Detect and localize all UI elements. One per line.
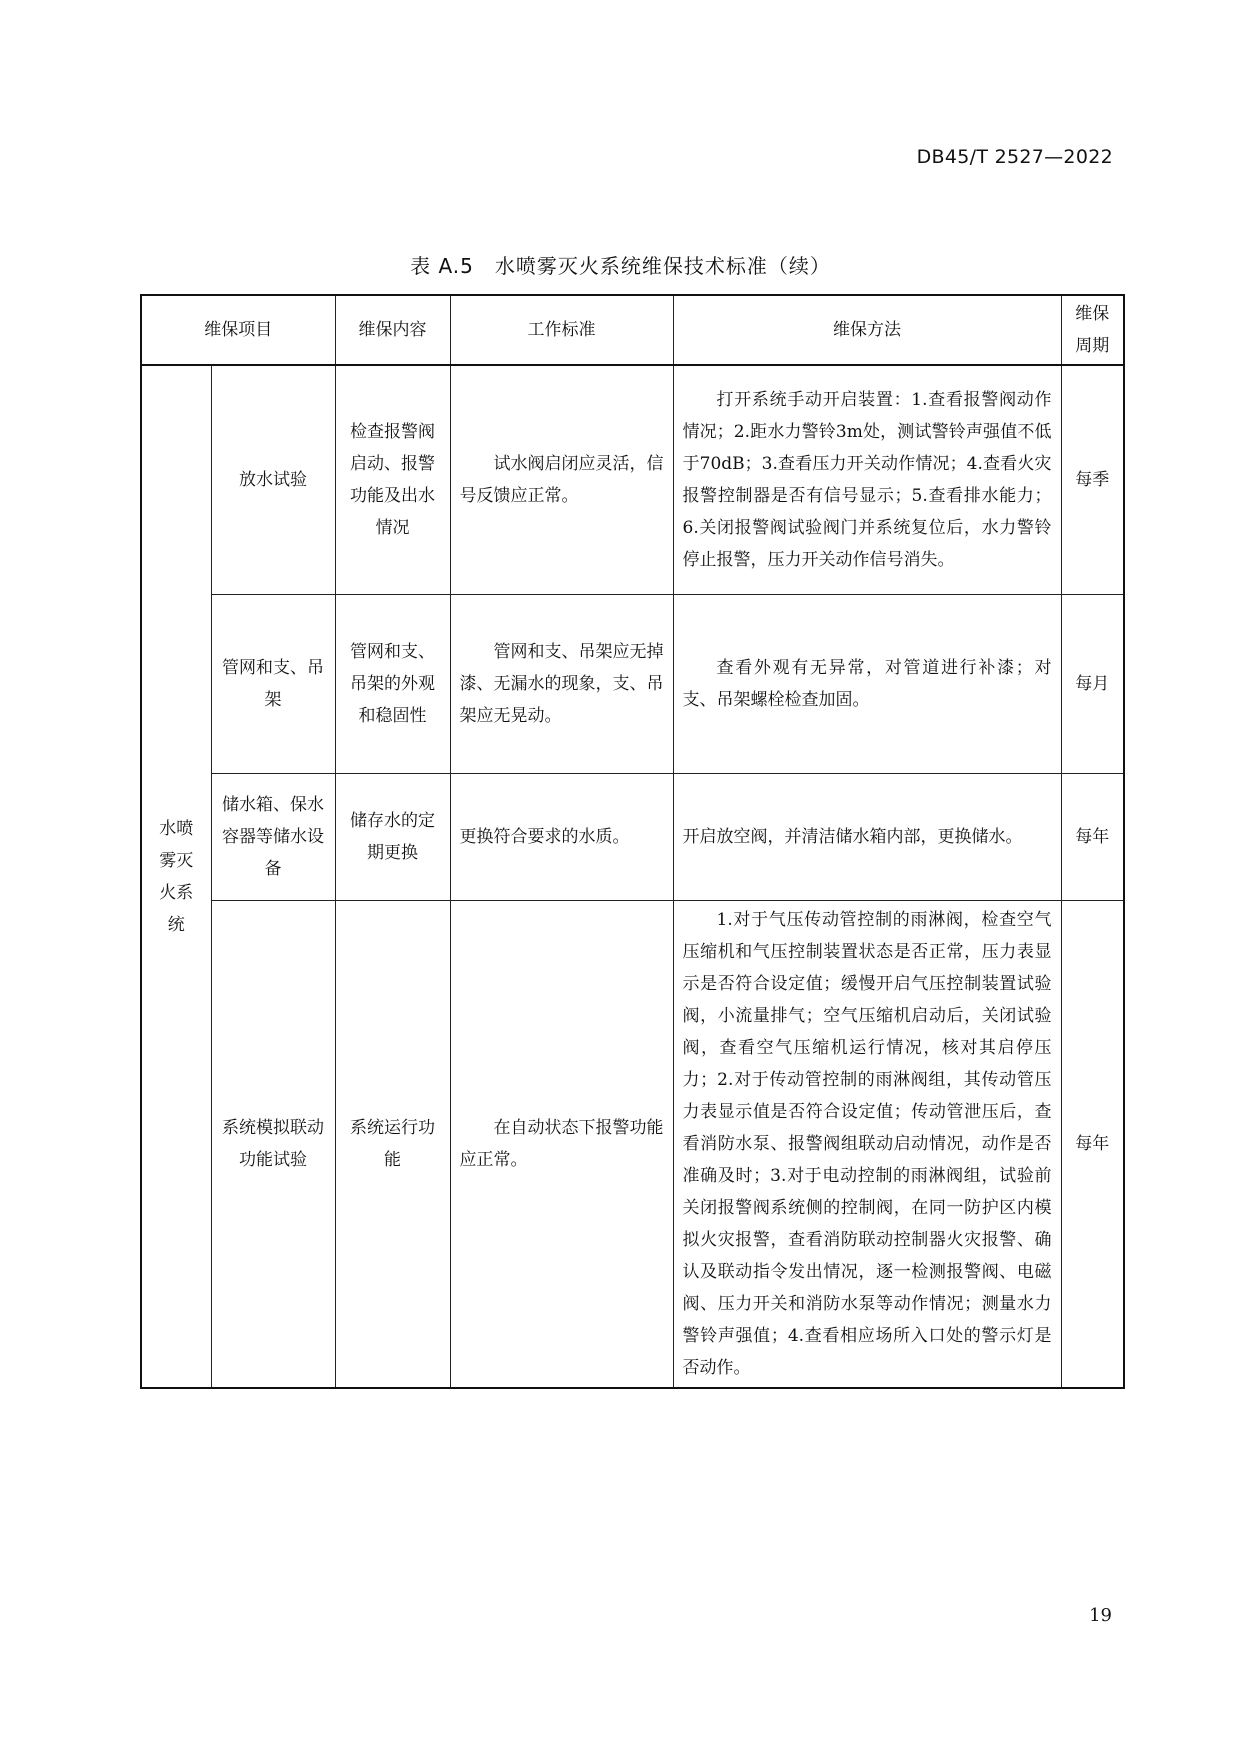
table-row [141,900,1124,1388]
header-standard: 工作标准 [450,295,673,365]
table-row [141,365,1124,594]
row-content: 系统运行功能 [335,900,450,1388]
row-item: 管网和支、吊架 [211,594,335,773]
group-label: 水喷雾灭火系统 [141,365,211,1388]
page-number: 19 [1089,1605,1112,1626]
row-cycle: 每季 [1061,365,1124,594]
row-cycle: 每月 [1061,594,1124,773]
maintenance-standard-table [140,294,1125,1389]
row-method: 1.对于气压传动管控制的雨淋阀，检查空气压缩机和气压控制装置状态是否正常，压力表显示是否符合设定值；缓慢开启气压控制装置试验阀，小流量排气；空气压缩机启动后，关闭试验阀，查看空气压缩机运行情况，核对其启停压力；2.对于传动管控制的雨淋阀组，其传动管压力表显示值是否符合设定值；传动管泄压后，查看消防水泵、报警阀组联动启动情况，动作是否准确及时；3.对于电动控制的雨淋阀组，试验前关闭报警阀系统侧的控制阀，在同一防护区内模拟火灾报警，查看消防联动控制器火灾报警、确认及联动指令发出情况，逐一检测报警阀、电磁阀、压力开关和消防水泵等动作情况；测量水力警铃声强值；4.查看相应场所入口处的警示灯是否动作。 [673,900,1061,1388]
row-item: 放水试验 [211,365,335,594]
row-cycle: 每年 [1061,900,1124,1388]
row-standard: 试水阀启闭应灵活，信号反馈应正常。 [450,365,673,594]
row-standard: 在自动状态下报警功能应正常。 [450,900,673,1388]
row-item: 系统模拟联动功能试验 [211,900,335,1388]
row-method: 打开系统手动开启装置：1.查看报警阀动作情况；2.距水力警铃3m处，测试警铃声强值不低于70dB；3.查看压力开关动作情况；4.查看火灾报警控制器是否有信号显示；5.查看排水能力；6.关闭报警阀试验阀门并系统复位后，水力警铃停止报警，压力开关动作信号消失。 [673,365,1061,594]
table-row [141,594,1124,773]
header-content: 维保内容 [335,295,450,365]
row-method: 开启放空阀，并清洁储水箱内部，更换储水。 [673,773,1061,900]
row-cycle: 每年 [1061,773,1124,900]
row-method: 查看外观有无异常，对管道进行补漆；对支、吊架螺栓检查加固。 [673,594,1061,773]
row-standard: 管网和支、吊架应无掉漆、无漏水的现象，支、吊架应无晃动。 [450,594,673,773]
row-content: 检查报警阀启动、报警功能及出水情况 [335,365,450,594]
table-caption: 表 A.5 水喷雾灭火系统维保技术标准（续） [410,254,831,278]
table-row [141,773,1124,900]
document-code: DB45/T 2527—2022 [916,146,1113,168]
header-item: 维保项目 [141,295,335,365]
row-item: 储水箱、保水容器等储水设备 [211,773,335,900]
header-method: 维保方法 [673,295,1061,365]
table-header-row [141,295,1124,365]
row-content: 管网和支、吊架的外观和稳固性 [335,594,450,773]
row-content: 储存水的定期更换 [335,773,450,900]
row-standard: 更换符合要求的水质。 [450,773,673,900]
header-cycle: 维保周期 [1061,295,1124,365]
